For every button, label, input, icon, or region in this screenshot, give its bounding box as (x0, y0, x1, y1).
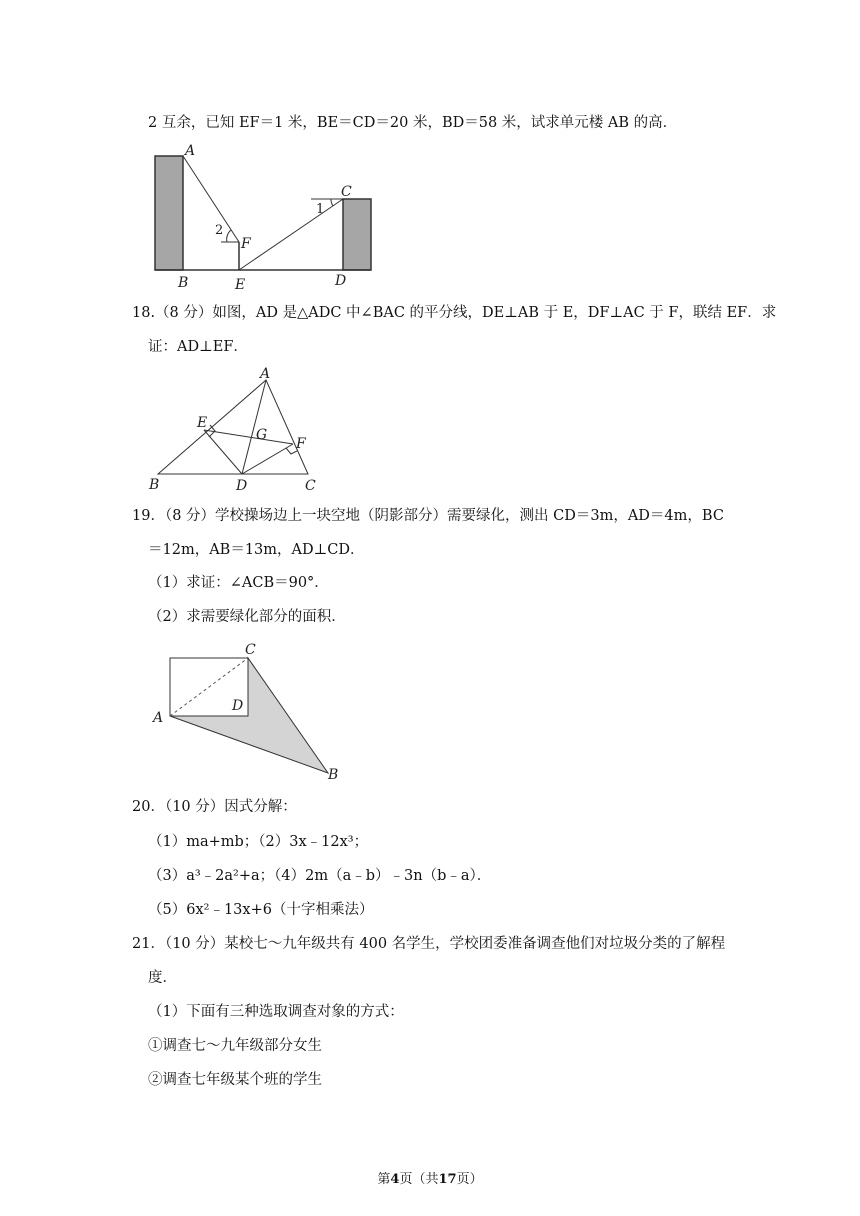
q17-figure (145, 140, 385, 292)
q19-line1: 19．（8 分）学校操场边上一块空地（阴影部分）需要绿化，测出 CD＝3m，AD＝4m，BC (132, 508, 724, 524)
building-ab (155, 156, 183, 270)
label-c: C (341, 184, 352, 200)
q19-figure (148, 640, 348, 785)
label-b: B (149, 477, 160, 493)
triangle-abc (158, 380, 308, 474)
q20-p2: （3）a³﹣2a²+a；（4）2m（a﹣b）﹣3n（b﹣a）． (148, 868, 492, 884)
building-cd (343, 199, 371, 270)
q21-part1: （1）下面有三种选取调查对象的方式： (148, 1004, 404, 1020)
segment-ec (239, 199, 343, 270)
label-c: C (305, 478, 316, 494)
label-g: G (256, 427, 268, 443)
q20-title: 20．（10 分）因式分解： (132, 799, 297, 815)
label-d: D (335, 273, 347, 289)
angle1-arc (331, 199, 333, 206)
label-a: A (185, 143, 196, 159)
footer-total-pages: 17 (438, 1172, 457, 1187)
segment-df (242, 444, 293, 474)
footer-mid: 页（共 (399, 1172, 439, 1187)
q21-opt1: ①调查七～九年级部分女生 (148, 1038, 322, 1054)
label-c: C (245, 642, 256, 658)
label-angle2: 2 (215, 223, 224, 238)
segment-ef (204, 430, 293, 444)
footer-prefix: 第 (377, 1172, 391, 1187)
label-d: D (232, 698, 244, 714)
label-e: E (197, 415, 208, 431)
q19-part2: （2）求需要绿化部分的面积． (148, 609, 346, 625)
label-b: B (328, 767, 339, 783)
q21-line1: 21．（10 分）某校七～九年级共有 400 名学生，学校团委准备调查他们对垃圾分类的了解程 (132, 936, 726, 952)
q18-line1: 18.（8 分）如图，AD 是△ADC 中∠BAC 的平分线，DE⊥AB 于 E，DF⊥AC 于 F，联结 EF．求 (132, 305, 777, 321)
q21-line2: 度． (148, 970, 177, 986)
angle2-arc (227, 230, 231, 242)
label-f: F (296, 436, 306, 452)
page-footer (0, 1168, 860, 1187)
segment-af (183, 156, 239, 242)
footer-page-number: 4 (390, 1172, 400, 1187)
q17-text: 2 互余，已知 EF＝1 米，BE＝CD＝20 米，BD＝58 米，试求单元楼 AB 的高． (148, 115, 678, 131)
label-e: E (235, 277, 246, 292)
q21-opt2: ②调查七年级某个班的学生 (148, 1072, 322, 1088)
q20-p3: （5）6x²﹣13x+6（十字相乘法） (148, 902, 374, 918)
label-d: D (236, 478, 248, 494)
label-a: A (260, 366, 271, 382)
q19-line2: ＝12m，AB＝13m，AD⊥CD． (148, 542, 365, 558)
q19-part1: （1）求证：∠ACB＝90°． (148, 575, 329, 591)
q18-line2: 证：AD⊥EF． (148, 339, 248, 355)
footer-suffix: 页） (456, 1172, 483, 1187)
label-a: A (153, 710, 164, 726)
q18-figure (145, 366, 325, 494)
label-f: F (241, 236, 251, 252)
q20-p1: （1）ma+mb；（2）3x﹣12x³； (148, 834, 369, 850)
label-angle1: 1 (316, 202, 325, 217)
label-b: B (178, 275, 189, 291)
